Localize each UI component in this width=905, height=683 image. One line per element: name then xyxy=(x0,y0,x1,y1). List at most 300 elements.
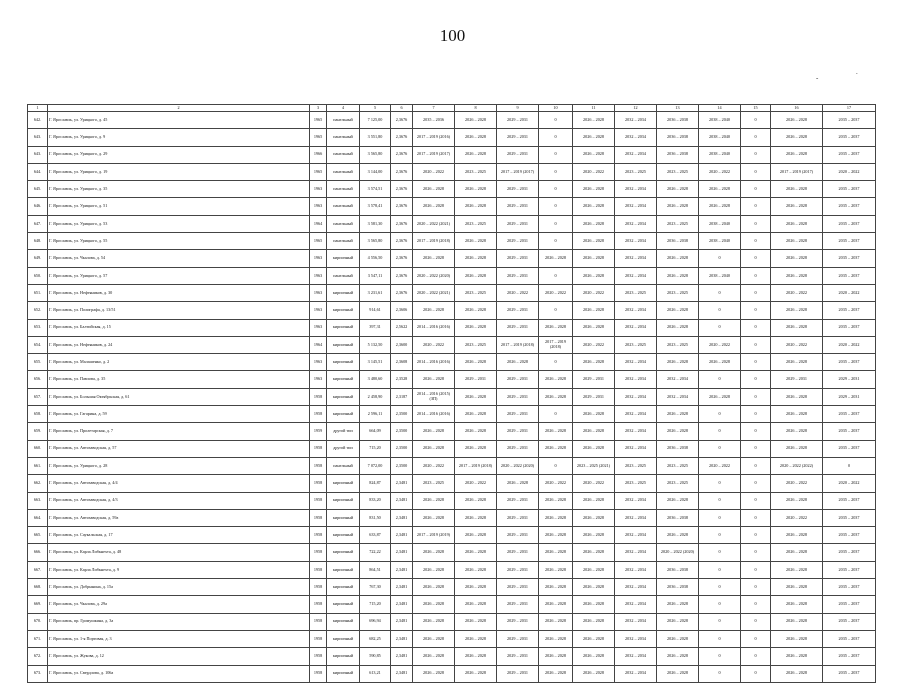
table-cell: 2026 – 2028 xyxy=(539,648,573,665)
table-cell: 2035 – 2037 xyxy=(823,544,876,561)
table-cell: 1963 xyxy=(310,198,327,215)
table-row xyxy=(28,371,876,388)
table-cell: 0 xyxy=(741,215,771,232)
table-cell: 2029 – 2031 xyxy=(497,440,539,457)
table-cell: 2017 – 2019 (2018) xyxy=(455,457,497,474)
table-cell: 2026 – 2028 xyxy=(413,509,455,526)
table-cell: 1963 xyxy=(310,267,327,284)
table-cell: 2,3676 xyxy=(391,181,413,198)
table-cell: 2026 – 2028 xyxy=(455,146,497,163)
table-cell: 2032 – 2034 xyxy=(615,613,657,630)
table-cell: 2,3481 xyxy=(391,492,413,509)
table-cell: 2026 – 2028 xyxy=(455,527,497,544)
table-cell: кирпичный xyxy=(327,336,360,353)
table-cell: 2026 – 2028 xyxy=(455,544,497,561)
table-cell: 2,3676 xyxy=(391,146,413,163)
column-number-cell: 7 xyxy=(413,105,455,112)
column-number-cell: 10 xyxy=(539,105,573,112)
table-cell: 2026 – 2028 xyxy=(573,613,615,630)
table-cell: 2026 – 2028 xyxy=(771,319,823,336)
table-cell: кирпичный xyxy=(327,302,360,319)
table-cell: 2020 – 2022 (2020) xyxy=(657,544,699,561)
table-cell: 2026 – 2028 xyxy=(771,146,823,163)
table-cell: 2026 – 2028 xyxy=(771,630,823,647)
table-cell: 2026 – 2028 xyxy=(455,181,497,198)
table-cell: 0 xyxy=(539,233,573,250)
table-row xyxy=(28,354,876,371)
column-number-cell: 16 xyxy=(771,105,823,112)
address-cell: Г. Ярославль, ул. Жукова, д. 12 xyxy=(48,648,310,665)
table-cell: 2017 – 2019 (2016) xyxy=(413,129,455,146)
table-cell: 1964 xyxy=(310,336,327,353)
table-cell: 655. xyxy=(28,354,48,371)
table-row xyxy=(28,648,876,665)
table-cell: 0 xyxy=(539,354,573,371)
table-cell: 2020 – 2022 xyxy=(699,163,741,180)
table-cell: панельный xyxy=(327,129,360,146)
table-cell: 2035 – 2037 xyxy=(823,648,876,665)
table-cell: 2026 – 2028 xyxy=(413,423,455,440)
table-cell: 2,3600 xyxy=(391,336,413,353)
table-cell: 2029 – 2031 xyxy=(497,371,539,388)
table-cell: 2026 – 2028 xyxy=(573,198,615,215)
table-cell: 642. xyxy=(28,112,48,129)
address-cell: Г. Ярославль, ул. Автозаводская, д. 57 xyxy=(48,440,310,457)
table-cell: 2032 – 2034 xyxy=(615,509,657,526)
table-cell: 0 xyxy=(699,475,741,492)
table-cell: панельный xyxy=(327,233,360,250)
table-cell: 1958 xyxy=(310,492,327,509)
table-cell: 664. xyxy=(28,509,48,526)
table-cell: 2026 – 2028 xyxy=(573,215,615,232)
table-cell: 2035 – 2037 xyxy=(823,509,876,526)
table-cell: 2020 – 2022 (2021) xyxy=(413,215,455,232)
table-cell: 660. xyxy=(28,440,48,457)
table-cell: 1958 xyxy=(310,561,327,578)
table-cell: 3 565,80 xyxy=(360,146,391,163)
table-cell: кирпичный xyxy=(327,250,360,267)
table-cell: 0 xyxy=(741,319,771,336)
table-cell: 2026 – 2028 xyxy=(657,250,699,267)
table-cell: 2026 – 2028 xyxy=(699,354,741,371)
table-cell: 0 xyxy=(741,527,771,544)
table-cell: 2026 – 2028 xyxy=(413,665,455,682)
table-cell: 1959 xyxy=(310,423,327,440)
table-cell: 397,31 xyxy=(360,319,391,336)
table-cell: 2026 – 2028 xyxy=(657,527,699,544)
table-row xyxy=(28,596,876,613)
table-cell: 3 581,30 xyxy=(360,215,391,232)
table-cell: 667. xyxy=(28,561,48,578)
table-cell: 2032 – 2034 xyxy=(615,527,657,544)
table-cell: 2026 – 2028 xyxy=(455,406,497,423)
table-cell: 1965 xyxy=(310,233,327,250)
table-cell: 2,3481 xyxy=(391,665,413,682)
table-cell: 0 xyxy=(539,457,573,474)
table-cell: 0 xyxy=(741,146,771,163)
table-cell: 2023 – 2025 xyxy=(657,475,699,492)
table-cell: 2026 – 2028 xyxy=(657,267,699,284)
table-cell: 2026 – 2028 xyxy=(455,613,497,630)
table-cell: 646. xyxy=(28,198,48,215)
table-cell: 2026 – 2028 xyxy=(573,302,615,319)
table-cell: 2026 – 2028 xyxy=(455,648,497,665)
table-cell: 2035 – 2036 xyxy=(413,112,455,129)
table-cell: 0 xyxy=(699,665,741,682)
table-row xyxy=(28,319,876,336)
address-cell: Г. Ярославль, ул. Полиграфа, д. 13/51 xyxy=(48,302,310,319)
table-cell: 2029 – 2031 xyxy=(823,388,876,405)
table-cell: 2014 – 2016 (2016) xyxy=(413,319,455,336)
table-cell: 2036 – 2038 xyxy=(657,561,699,578)
table-cell: 2,3676 xyxy=(391,267,413,284)
table-row xyxy=(28,215,876,232)
table-cell: 0 xyxy=(741,423,771,440)
table-row xyxy=(28,163,876,180)
table-cell: 1963 xyxy=(310,371,327,388)
table-cell: 2,3481 xyxy=(391,596,413,613)
table-cell: 2,3528 xyxy=(391,371,413,388)
address-cell: Г. Ярославль, ул. Нефтяников, д. 24 xyxy=(48,336,310,353)
table-cell: 2023 – 2025 xyxy=(455,163,497,180)
table-cell: 2017 – 2019 (2019) xyxy=(413,527,455,544)
table-cell: 2026 – 2028 xyxy=(657,319,699,336)
table-cell: 3 231,61 xyxy=(360,284,391,301)
table-cell: 2020 – 2022 xyxy=(823,163,876,180)
table-cell: 2,3676 xyxy=(391,233,413,250)
table-cell: 2026 – 2028 xyxy=(771,215,823,232)
table-cell: 0 xyxy=(741,112,771,129)
table-cell: 2026 – 2028 xyxy=(573,648,615,665)
table-cell: 2035 – 2037 xyxy=(823,423,876,440)
table-cell: 2020 – 2022 xyxy=(455,475,497,492)
table-cell: 2,3676 xyxy=(391,215,413,232)
table-cell: 2029 – 2031 xyxy=(497,302,539,319)
table-cell: кирпичный xyxy=(327,509,360,526)
page-number: 100 xyxy=(439,26,466,45)
table-cell: 669. xyxy=(28,596,48,613)
table-cell: 2023 – 2025 xyxy=(657,457,699,474)
table-cell: 2026 – 2028 xyxy=(573,146,615,163)
table-cell: 1963 xyxy=(310,284,327,301)
table-cell: 2026 – 2028 xyxy=(771,250,823,267)
table-cell: 2,3676 xyxy=(391,112,413,129)
table-cell: 2020 – 2022 xyxy=(771,284,823,301)
table-cell: 2026 – 2028 xyxy=(657,198,699,215)
table-cell: 2,3500 xyxy=(391,440,413,457)
table-cell: 2026 – 2028 xyxy=(413,648,455,665)
table-cell: 2026 – 2028 xyxy=(455,492,497,509)
column-number-cell: 17 xyxy=(823,105,876,112)
table-cell: 2026 – 2028 xyxy=(771,302,823,319)
table-cell: 2023 – 2025 xyxy=(615,475,657,492)
table-cell: 2029 – 2031 xyxy=(823,371,876,388)
table-cell: 2,3676 xyxy=(391,250,413,267)
table-cell: 2029 – 2031 xyxy=(497,527,539,544)
table-cell: 2026 – 2028 xyxy=(455,561,497,578)
table-cell: кирпичный xyxy=(327,579,360,596)
table-cell: 2032 – 2034 xyxy=(615,146,657,163)
table-cell: 0 xyxy=(741,561,771,578)
table-cell: 2026 – 2028 xyxy=(657,665,699,682)
table-cell: 0 xyxy=(539,267,573,284)
table-cell: 2032 – 2034 xyxy=(615,630,657,647)
table-cell: 2035 – 2037 xyxy=(823,181,876,198)
table-cell: панельный xyxy=(327,215,360,232)
table-cell: 2020 – 2022 xyxy=(771,336,823,353)
table-cell: 2029 – 2031 xyxy=(497,388,539,405)
table-cell: 2026 – 2028 xyxy=(455,112,497,129)
table-cell: 0 xyxy=(699,527,741,544)
table-cell: 2020 – 2022 xyxy=(413,336,455,353)
table-cell: кирпичный xyxy=(327,527,360,544)
table-cell: 0 xyxy=(539,146,573,163)
table-cell: 1958 xyxy=(310,665,327,682)
table-cell: 2014 – 2016 (2015) (ЗП) xyxy=(413,388,455,405)
column-number-cell: 8 xyxy=(455,105,497,112)
table-cell: 2026 – 2028 xyxy=(657,613,699,630)
table-cell: 2029 – 2031 xyxy=(497,215,539,232)
table-cell: 2023 – 2025 xyxy=(455,284,497,301)
table-cell: 2026 – 2028 xyxy=(771,233,823,250)
table-cell: 2029 – 2031 xyxy=(497,648,539,665)
table-row xyxy=(28,561,876,578)
table-cell: кирпичный xyxy=(327,388,360,405)
table-cell: 2026 – 2028 xyxy=(539,544,573,561)
table-row xyxy=(28,129,876,146)
table-cell: 0 xyxy=(741,181,771,198)
table-cell: 2020 – 2022 (2020) xyxy=(413,267,455,284)
table-cell: 864,51 xyxy=(360,561,391,578)
table-cell: 3 551,80 xyxy=(360,129,391,146)
table-cell: кирпичный xyxy=(327,354,360,371)
table-cell: 2035 – 2037 xyxy=(823,146,876,163)
table-cell: 3 144,00 xyxy=(360,163,391,180)
table-body xyxy=(28,112,876,683)
table-cell: 2026 – 2028 xyxy=(657,302,699,319)
table-cell: 2029 – 2031 xyxy=(497,112,539,129)
table-cell: 2020 – 2022 xyxy=(771,475,823,492)
table-cell: 2026 – 2028 xyxy=(573,544,615,561)
table-cell: 2029 – 2031 xyxy=(497,544,539,561)
address-cell: Г. Ярославль, ул. Урицкого, д. 9 xyxy=(48,129,310,146)
scan-mark: . xyxy=(856,68,858,76)
table-cell: 2036 – 2038 xyxy=(657,579,699,596)
table-cell: 2029 – 2031 xyxy=(497,596,539,613)
table-cell: 1963 xyxy=(310,250,327,267)
table-cell: 2014 – 2016 (2016) xyxy=(413,354,455,371)
table-cell: 0 xyxy=(539,198,573,215)
table-cell: 715,20 xyxy=(360,440,391,457)
table-cell: 2026 – 2028 xyxy=(771,354,823,371)
table-cell: 2026 – 2028 xyxy=(539,630,573,647)
table-cell: 2020 – 2022 xyxy=(823,475,876,492)
table-cell: 2026 – 2028 xyxy=(539,250,573,267)
table-cell: 0 xyxy=(699,371,741,388)
table-cell: 2029 – 2031 xyxy=(497,146,539,163)
table-cell: 2026 – 2028 xyxy=(573,579,615,596)
table-cell: 0 xyxy=(699,648,741,665)
table-cell: 2023 – 2025 xyxy=(615,163,657,180)
table-cell: 2026 – 2028 xyxy=(539,613,573,630)
table-cell: 2017 – 2019 (2018) xyxy=(539,336,573,353)
table-cell: 613,21 xyxy=(360,665,391,682)
table-cell: 590,85 xyxy=(360,648,391,665)
table-cell: 671. xyxy=(28,630,48,647)
table-cell: 2029 – 2031 xyxy=(497,630,539,647)
table-cell: другой тип xyxy=(327,440,360,457)
table-cell: 682,25 xyxy=(360,630,391,647)
table-cell: 0 xyxy=(699,423,741,440)
table-cell: 0 xyxy=(823,457,876,474)
table-cell: 2020 – 2022 xyxy=(699,457,741,474)
table-cell: 2026 – 2028 xyxy=(455,233,497,250)
table-cell: 1958 xyxy=(310,527,327,544)
table-cell: 2035 – 2037 xyxy=(823,319,876,336)
address-cell: Г. Ярославль, ул. Балтийская, д. 15 xyxy=(48,319,310,336)
table-cell: 2,3676 xyxy=(391,129,413,146)
table-cell: 2032 – 2034 xyxy=(615,492,657,509)
table-row xyxy=(28,284,876,301)
table-cell: 0 xyxy=(699,406,741,423)
address-cell: Г. Ярославль, ул. Малашенко, д. 2 xyxy=(48,354,310,371)
column-number-cell: 13 xyxy=(657,105,699,112)
table-row xyxy=(28,267,876,284)
table-cell: 2023 – 2025 xyxy=(657,163,699,180)
table-cell: 2017 – 2019 (2018) xyxy=(497,336,539,353)
table-cell: 2035 – 2037 xyxy=(823,630,876,647)
table-cell: 2,3481 xyxy=(391,509,413,526)
table-cell: 2026 – 2028 xyxy=(573,423,615,440)
table-cell: 2035 – 2037 xyxy=(823,527,876,544)
table-cell: 1966 xyxy=(310,146,327,163)
table-cell: панельный xyxy=(327,457,360,474)
table-cell: кирпичный xyxy=(327,665,360,682)
table-cell: 2029 – 2031 xyxy=(497,406,539,423)
table-cell: 2,3481 xyxy=(391,630,413,647)
column-number-cell: 4 xyxy=(327,105,360,112)
table-cell: 1963 xyxy=(310,354,327,371)
table-cell: 2036 – 2038 xyxy=(657,112,699,129)
table-cell: 2026 – 2028 xyxy=(657,181,699,198)
table-cell: 2035 – 2037 xyxy=(823,215,876,232)
table-cell: 2032 – 2034 xyxy=(615,250,657,267)
address-cell: Г. Ярославль, ул. Автозаводская, д. 4/4 xyxy=(48,475,310,492)
table-cell: 2026 – 2028 xyxy=(539,596,573,613)
table-cell: 2020 – 2022 xyxy=(539,475,573,492)
table-row xyxy=(28,302,876,319)
table-cell: 2026 – 2028 xyxy=(657,423,699,440)
table-cell: 1958 xyxy=(310,544,327,561)
table-cell: 2020 – 2022 (2020) xyxy=(497,457,539,474)
table-cell: 0 xyxy=(741,509,771,526)
table-cell: 0 xyxy=(539,406,573,423)
table-cell: 2026 – 2028 xyxy=(771,648,823,665)
table-cell: 2035 – 2037 xyxy=(823,440,876,457)
table-cell: кирпичный xyxy=(327,630,360,647)
column-number-row xyxy=(28,105,876,112)
table-cell: 661. xyxy=(28,457,48,474)
table-cell: 2026 – 2028 xyxy=(455,579,497,596)
table-cell: 2026 – 2028 xyxy=(455,630,497,647)
table-cell: панельный xyxy=(327,146,360,163)
table-cell: 2035 – 2037 xyxy=(823,561,876,578)
table-cell: 2 458,90 xyxy=(360,388,391,405)
table-cell: 2026 – 2028 xyxy=(573,596,615,613)
column-number-cell: 6 xyxy=(391,105,413,112)
table-cell: 2032 – 2034 xyxy=(615,233,657,250)
table-cell: 696,94 xyxy=(360,613,391,630)
table-cell: 0 xyxy=(699,579,741,596)
table-cell: 2035 – 2037 xyxy=(823,250,876,267)
address-cell: Г. Ярославль, ул. Свердлова, д. 106а xyxy=(48,665,310,682)
table-cell: 649. xyxy=(28,250,48,267)
table-cell: 672. xyxy=(28,648,48,665)
table-cell: 2035 – 2037 xyxy=(823,406,876,423)
table-cell: 2020 – 2022 xyxy=(823,336,876,353)
table-cell: 2026 – 2028 xyxy=(455,198,497,215)
table-cell: 2026 – 2028 xyxy=(657,406,699,423)
table-cell: 658. xyxy=(28,406,48,423)
table-cell: 2035 – 2037 xyxy=(823,129,876,146)
table-row xyxy=(28,579,876,596)
table-cell: 2017 – 2019 (2018) xyxy=(413,233,455,250)
table-cell: 0 xyxy=(741,267,771,284)
table-cell: 2,3481 xyxy=(391,579,413,596)
table-cell: 648. xyxy=(28,233,48,250)
table-cell: 2026 – 2028 xyxy=(413,250,455,267)
table-cell: 2023 – 2025 xyxy=(615,336,657,353)
table-cell: 3 480,60 xyxy=(360,371,391,388)
table-cell: 0 xyxy=(741,284,771,301)
table-cell: 2026 – 2028 xyxy=(539,561,573,578)
table-cell: 2032 – 2034 xyxy=(615,544,657,561)
table-cell: 2026 – 2028 xyxy=(573,406,615,423)
table-cell: кирпичный xyxy=(327,648,360,665)
table-cell: 0 xyxy=(539,302,573,319)
table-cell: 2035 – 2037 xyxy=(823,596,876,613)
table-cell: 2029 – 2031 xyxy=(497,492,539,509)
table-cell: 0 xyxy=(699,613,741,630)
table-cell: 2038 – 2040 xyxy=(699,129,741,146)
table-cell: 0 xyxy=(741,163,771,180)
address-cell: Г. Ярославль, ул. Саукальская, д. 17 xyxy=(48,527,310,544)
table-cell: 1958 xyxy=(310,509,327,526)
table-cell: 2026 – 2028 xyxy=(413,181,455,198)
table-row xyxy=(28,406,876,423)
table-cell: 7 072,00 xyxy=(360,457,391,474)
table-cell: 7 125,00 xyxy=(360,112,391,129)
table-cell: 2014 – 2016 (2016) xyxy=(413,406,455,423)
table-cell: 2029 – 2031 xyxy=(497,198,539,215)
table-cell: 2026 – 2028 xyxy=(573,181,615,198)
table-cell: кирпичный xyxy=(327,596,360,613)
table-cell: 2026 – 2028 xyxy=(455,302,497,319)
table-cell: 2032 – 2034 xyxy=(615,302,657,319)
table-cell: 0 xyxy=(699,630,741,647)
table-cell: 2026 – 2028 xyxy=(771,544,823,561)
table-cell: 2026 – 2028 xyxy=(539,492,573,509)
table-cell: 2036 – 2038 xyxy=(657,129,699,146)
table-cell: 1965 xyxy=(310,112,327,129)
table-cell: 2020 – 2022 xyxy=(823,284,876,301)
table-cell: 2029 – 2031 xyxy=(455,371,497,388)
table-cell: 2026 – 2028 xyxy=(455,509,497,526)
table-cell: 2026 – 2028 xyxy=(539,371,573,388)
table-cell: кирпичный xyxy=(327,613,360,630)
table-cell: 2026 – 2028 xyxy=(455,129,497,146)
table-cell: 2029 – 2031 xyxy=(497,267,539,284)
